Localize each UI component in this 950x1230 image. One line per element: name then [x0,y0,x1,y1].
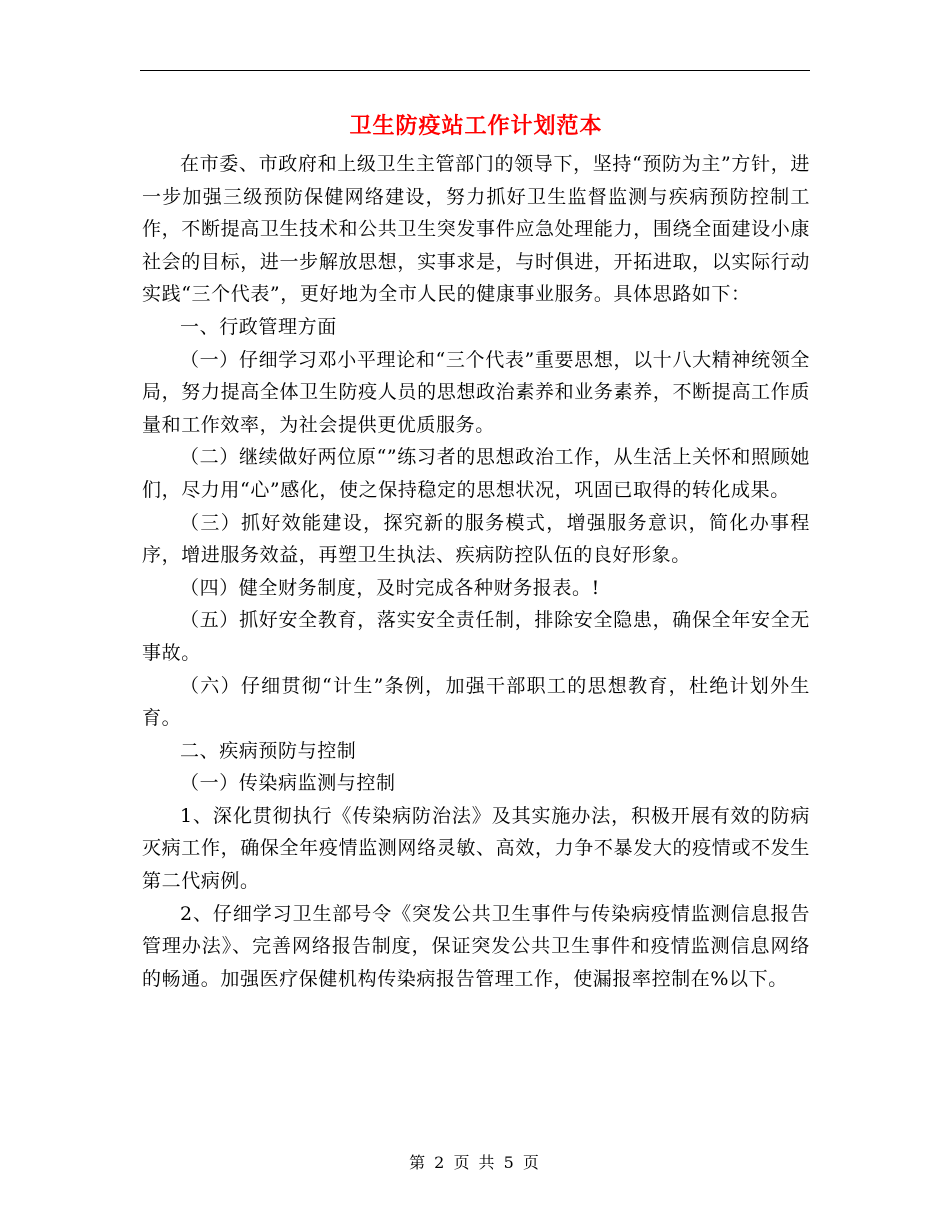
paragraph-admin-4: （四）健全财务制度，及时完成各种财务报表。! [180,576,600,599]
page-number: 第 2 页 共 5 页 [409,1153,541,1172]
section-heading-disease: 二、疾病预防与控制 [180,739,357,762]
paragraph-infectious-1: 1、深化贯彻执行《传染病防治法》及其实施办法，积极开展有效的防病灭病工作，确保全年疫情监测网络灵敏、高效，力争不暴发大的疫情或不发生第二代病例。 [142,804,810,893]
paragraph-intro: 在市委、市政府和上级卫生主管部门的领导下，坚持“预防为主”方针，进一步加强三级预防保健网络建设，努力抓好卫生监督监测与疾病预防控制工作，不断提高卫生技术和公共卫生突发事件应急处理能力，围绕全面建设小康社会的目标，进一步解放思想，实事求是，与时俱进，开拓进取，以实际行动实践“三个代表”，更好地为全市人民的健康事业服务。具体思路如下： [142,153,810,306]
subsection-heading-infectious: （一）传染病监测与控制 [180,772,396,795]
document-title: 卫生防疫站工作计划范本 [349,113,603,139]
paragraph-admin-2: （二）继续做好两位原“”练习者的思想政治工作，从生活上关怀和照顾她们，尽力用“心”感化，使之保持稳定的思想状况，巩固已取得的转化成果。 [142,446,810,501]
document-body [142,108,810,995]
paragraph-admin-6: （六）仔细贯彻“计生”条例，加强干部职工的思想教育，杜绝计划外生育。 [142,674,810,730]
paragraph-admin-1: （一）仔细学习邓小平理论和“三个代表”重要思想，以十八大精神统领全局，努力提高全体卫生防疫人员的思想政治素养和业务素养，不断提高工作质量和工作效率，为社会提供更优质服务。 [142,348,810,436]
section-heading-admin: 一、行政管理方面 [180,315,337,338]
paragraph-admin-3: （三）抓好效能建设，探究新的服务模式，增强服务意识，简化办事程序，增进服务效益，再塑卫生执法、疾病防控队伍的良好形象。 [142,511,810,567]
header-rule [140,70,810,71]
paragraph-admin-5: （五）抓好安全教育，落实安全责任制，排除安全隐患，确保全年安全无事故。 [142,609,810,664]
paragraph-infectious-2: 2、仔细学习卫生部号令《突发公共卫生事件与传染病疫情监测信息报告管理办法》、完善网络报告制度，保证突发公共卫生事件和疫情监测信息网络的畅通。加强医疗保健机构传染病报告管理工作，使漏报率控制在%以下。 [142,902,810,990]
